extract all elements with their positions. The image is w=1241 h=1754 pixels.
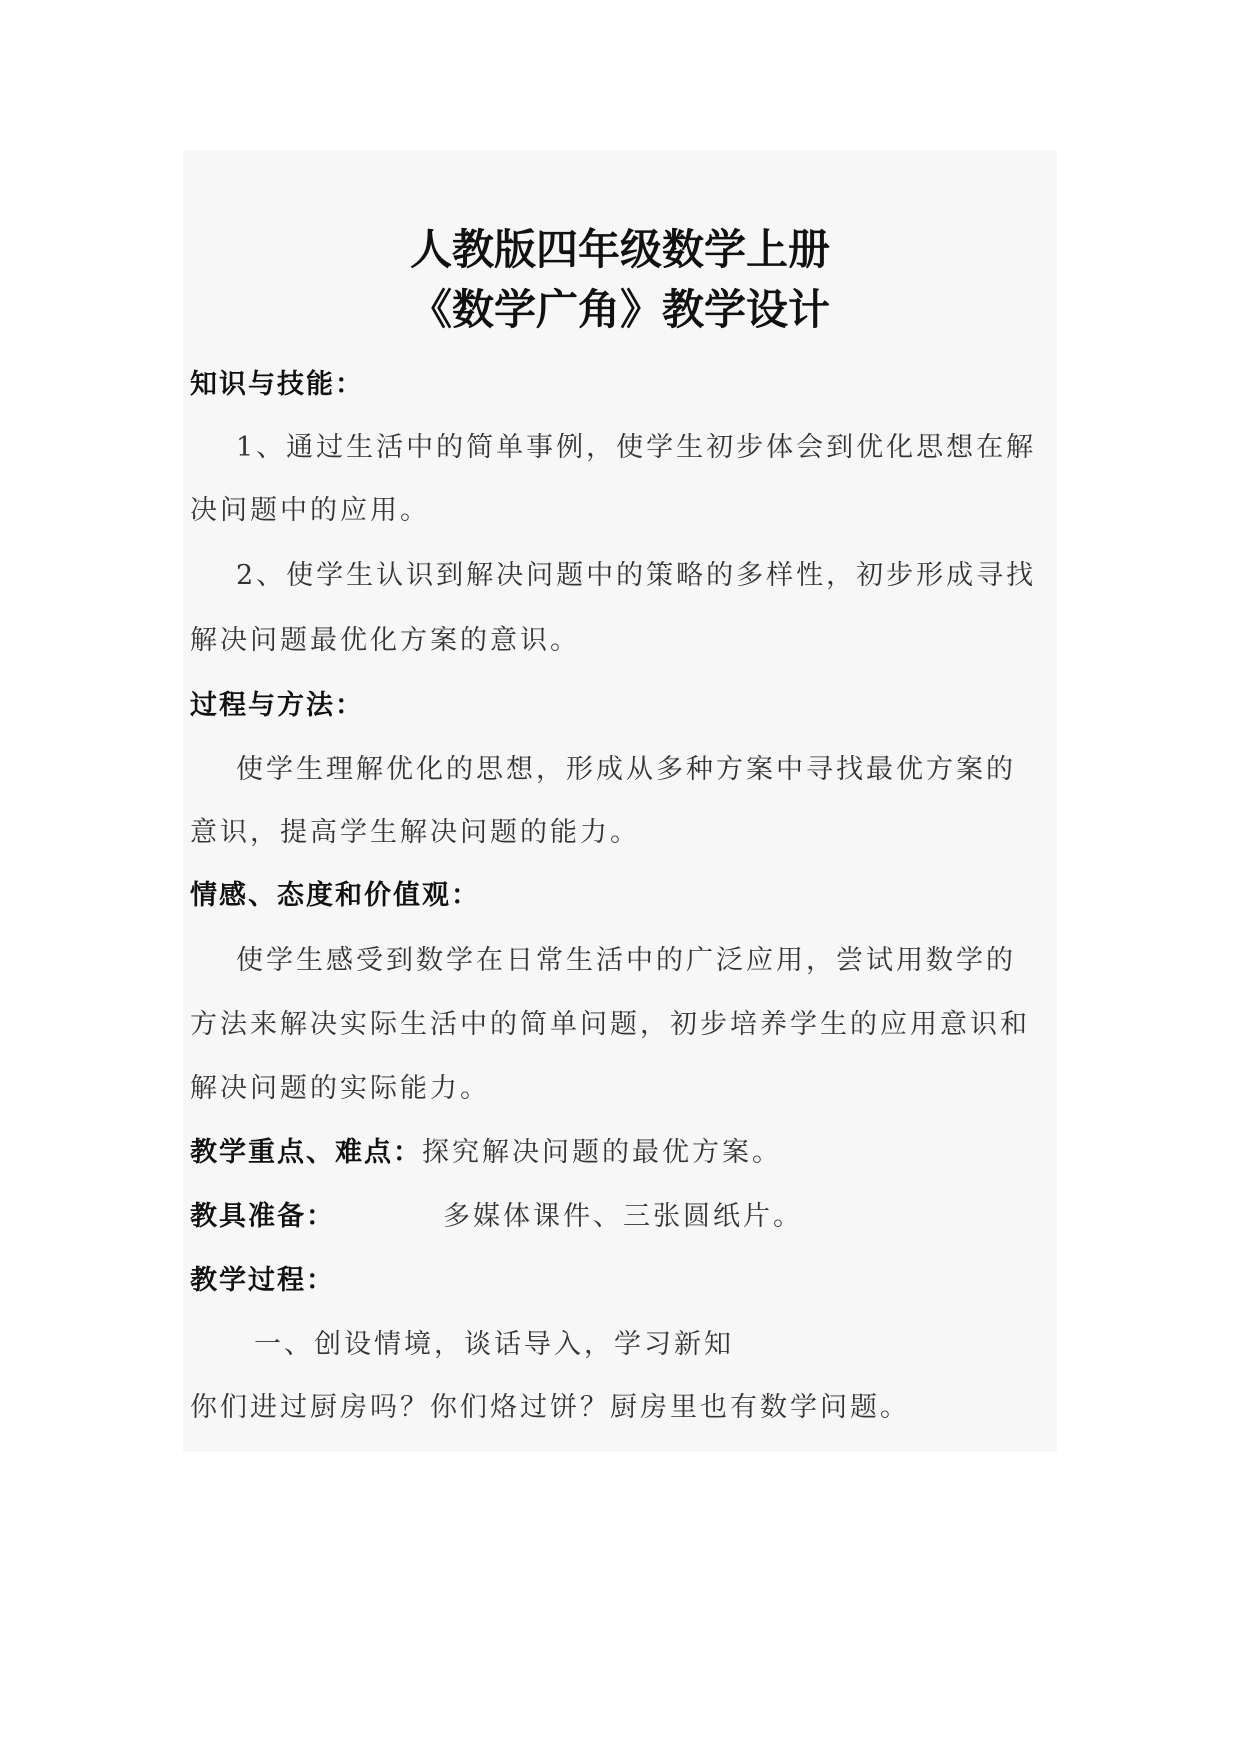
knowledge-item-1-line-2: 决问题中的应用。 (190, 495, 430, 526)
teaching-process-heading: 教学过程： (190, 1265, 335, 1296)
materials-line (190, 1194, 1057, 1233)
process-line-1: 使学生理解优化的思想，形成从多种方案中寻找最优方案的 (236, 754, 1016, 785)
process-heading: 过程与方法： (190, 690, 364, 721)
materials-label: 教具准备： (190, 1201, 335, 1232)
document-block (183, 150, 1057, 1452)
emotion-line-1: 使学生感受到数学在日常生活中的广泛应用，尝试用数学的 (236, 945, 1016, 976)
key-points-label: 教学重点、难点： (190, 1137, 422, 1168)
knowledge-item-2-line-1: 2、使学生认识到解决问题中的策略的多样性，初步形成寻找 (236, 560, 1037, 591)
knowledge-heading: 知识与技能： (190, 369, 364, 400)
teaching-step-1: 一、创设情境，谈话导入，学习新知 (254, 1329, 734, 1360)
emotion-heading: 情感、态度和价值观： (190, 880, 480, 911)
knowledge-item-2-line-2: 解决问题最优化方案的意识。 (190, 625, 580, 656)
emotion-line-3: 解决问题的实际能力。 (190, 1073, 490, 1104)
emotion-line-2: 方法来解决实际生活中的简单问题，初步培养学生的应用意识和 (190, 1009, 1030, 1040)
document-title-line-2: 《数学广角》教学设计 (409, 285, 830, 334)
key-points-line (190, 1130, 1057, 1169)
key-points-text: 探究解决问题的最优方案。 (422, 1137, 782, 1168)
document-title-line-1: 人教版四年级数学上册 (409, 225, 830, 274)
materials-text: 多媒体课件、三张圆纸片。 (443, 1201, 803, 1232)
process-line-2: 意识，提高学生解决问题的能力。 (190, 817, 640, 848)
knowledge-item-1-line-1: 1、通过生活中的简单事例，使学生初步体会到优化思想在解 (236, 432, 1037, 463)
teaching-intro: 你们进过厨房吗？你们烙过饼？厨房里也有数学问题。 (190, 1392, 910, 1423)
